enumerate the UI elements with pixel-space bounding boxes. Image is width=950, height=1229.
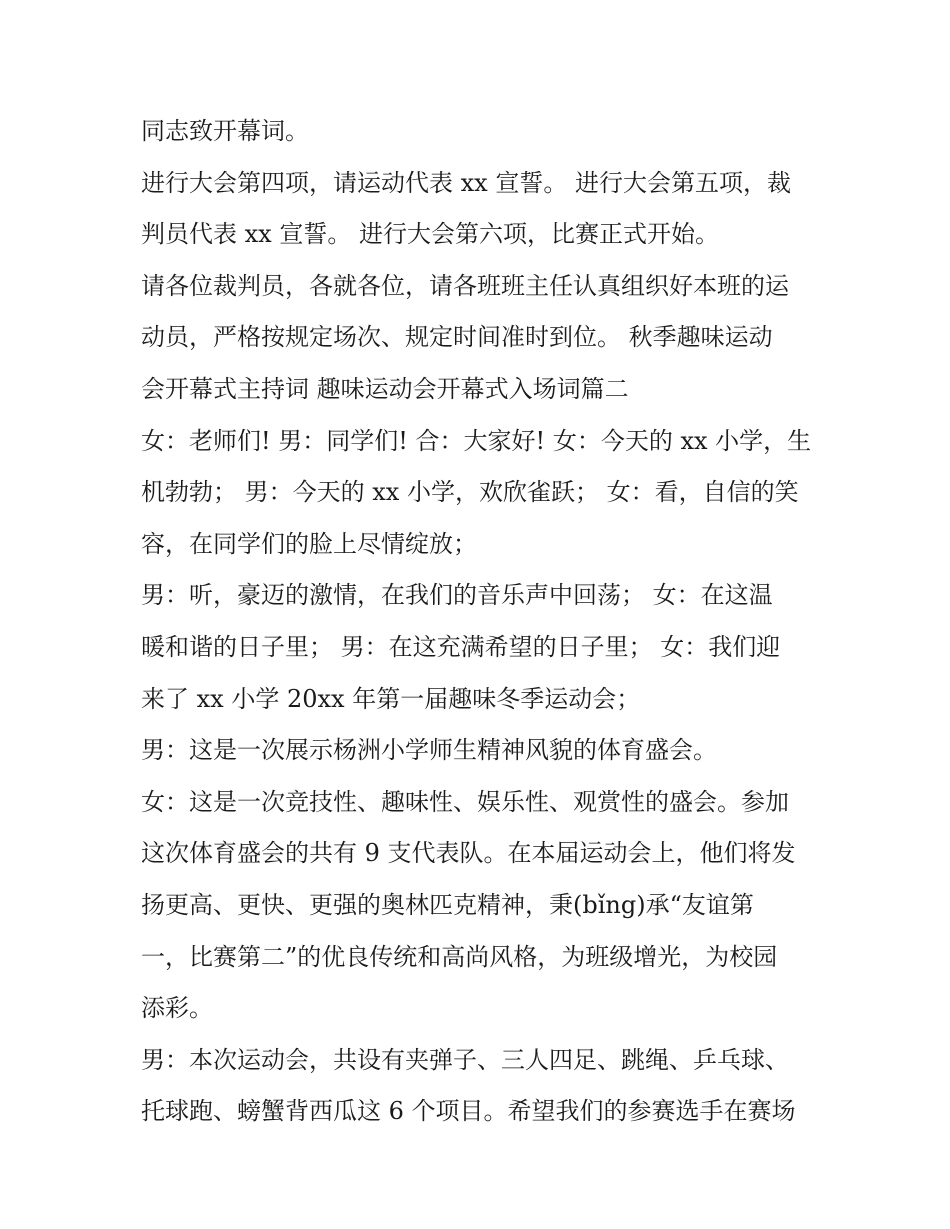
text-line: 判员代表 xx 宣誓。 进行大会第六项，比赛正式开始。 (141, 220, 719, 249)
text-line: 女：这是一次竞技性、趣味性、娱乐性、观赏性的盛会。参加 (141, 787, 789, 816)
text-line: 托球跑、螃蟹背西瓜这 6 个项目。希望我们的参赛选手在赛场 (141, 1097, 796, 1126)
text-line: 男：本次运动会，共设有夹弹子、三人四足、跳绳、乒乓球、 (141, 1045, 789, 1074)
text-line: 暖和谐的日子里； 男：在这充满希望的日子里； 女：我们迎 (141, 632, 781, 661)
text-line: 机勃勃； 男：今天的 xx 小学，欢欣雀跃； 女：看，自信的笑 (141, 478, 799, 507)
text-line: 动员，严格按规定场次、规定时间准时到位。 秋季趣味运动 (141, 323, 773, 352)
text-line: 男：这是一次展示杨洲小学师生精神风貌的体育盛会。 (141, 736, 717, 765)
text-line: 扬更高、更快、更强的奥林匹克精神，秉(bǐng)承“友谊第 (141, 890, 754, 919)
text-line: 一，比赛第二”的优良传统和高尚风格，为班级增光，为校园 (141, 942, 778, 971)
text-line: 这次体育盛会的共有 9 支代表队。在本届运动会上，他们将发 (141, 839, 796, 868)
text-line: 男：听，豪迈的激情，在我们的音乐声中回荡； 女：在这温 (141, 581, 773, 610)
text-line: 容，在同学们的脸上尽情绽放； (141, 529, 477, 558)
text-line: 来了 xx 小学 20xx 年第一届趣味冬季运动会； (141, 684, 641, 713)
text-line: 同志致开幕词。 (141, 117, 309, 145)
text-line: 进行大会第四项，请运动代表 xx 宣誓。 进行大会第五项，裁 (141, 168, 791, 197)
text-line: 请各位裁判员，各就各位，请各班班主任认真组织好本班的运 (141, 271, 789, 300)
text-line: 添彩。 (141, 994, 213, 1023)
text-line: 会开幕式主持词 趣味运动会开幕式入场词篇二 (141, 374, 629, 403)
document-body (141, 106, 821, 1138)
text-line: 女：老师们! 男：同学们! 合：大家好! 女：今天的 xx 小学，生 (141, 426, 812, 455)
